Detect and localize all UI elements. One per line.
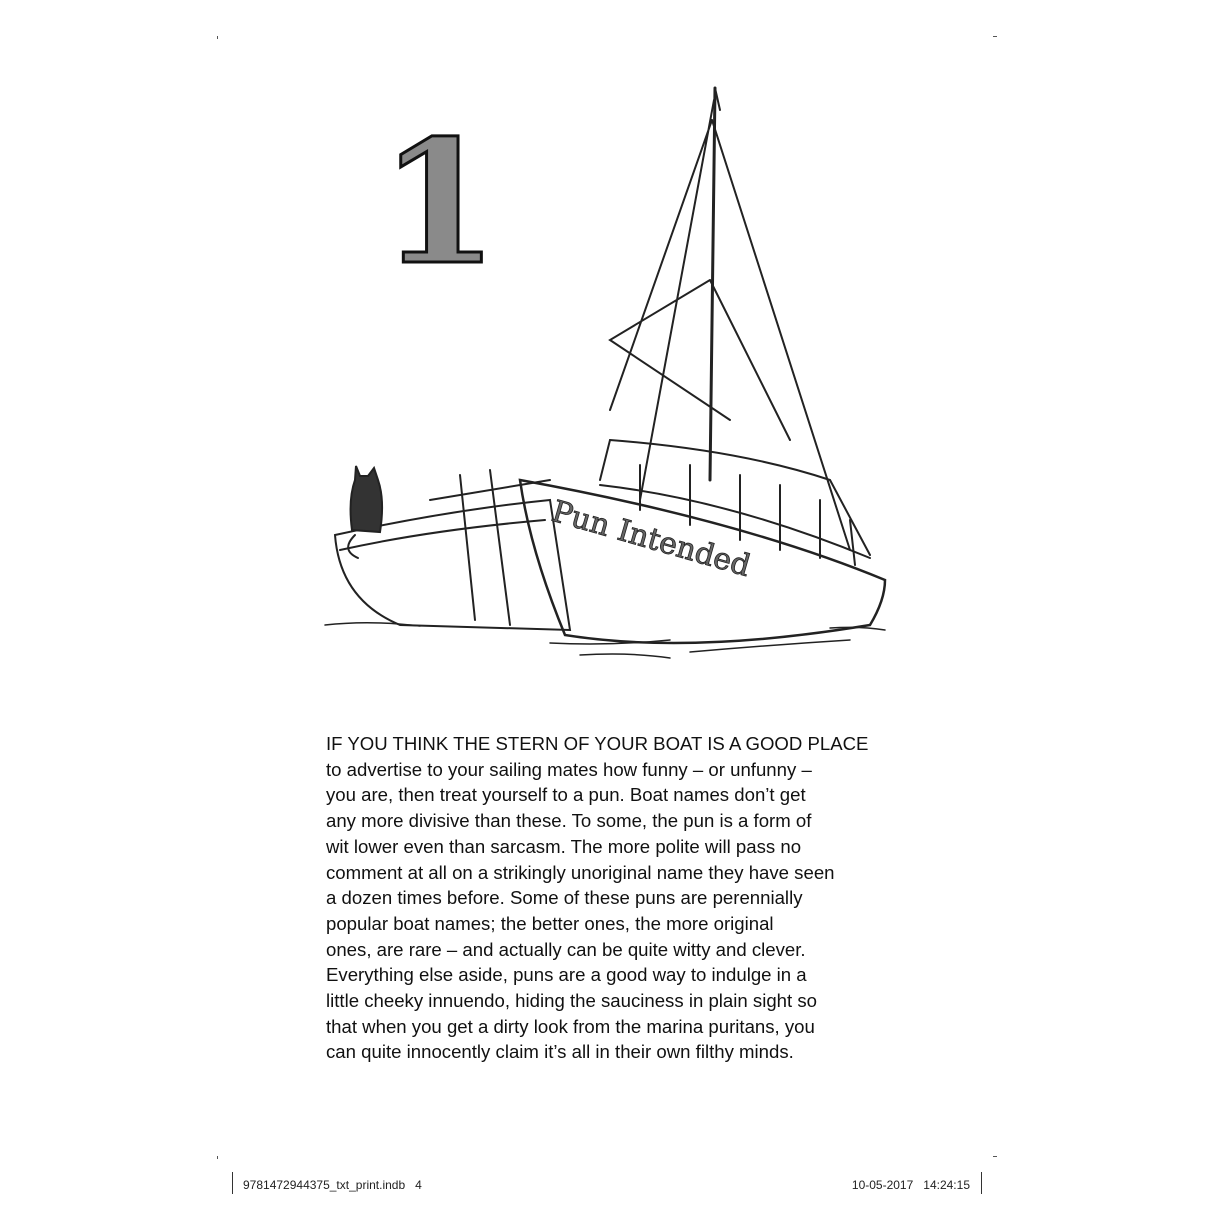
boat-name: Pun Intended xyxy=(547,494,755,585)
text-line: little cheeky innuendo, hiding the sauciness in plain sight so xyxy=(326,990,817,1012)
text-line: to advertise to your sailing mates how funny – or unfunny – xyxy=(326,758,812,780)
text-line: you are, then treat yourself to a pun. Boat names don’t get xyxy=(326,784,806,806)
text-line: Everything else aside, puns are a good way to indulge in a xyxy=(326,964,807,986)
boat-illustration xyxy=(310,80,900,670)
footer-rule-left xyxy=(232,1172,233,1194)
crop-mark xyxy=(217,1156,218,1159)
body-paragraph xyxy=(326,731,906,1065)
text-line: ones, are rare – and actually can be quite witty and clever. xyxy=(326,938,806,960)
text-line: wit lower even than sarcasm. The more polite will pass no xyxy=(326,835,802,857)
crop-mark xyxy=(993,36,997,37)
crop-mark xyxy=(993,1156,997,1157)
footer-datetime: 10-05-2017 14:24:15 xyxy=(851,1178,970,1192)
footer-rule-right xyxy=(981,1172,982,1194)
text-line: popular boat names; the better ones, the more original xyxy=(326,912,774,934)
text-line: IF YOU THINK THE STERN OF YOUR BOAT IS A GOOD PLACE xyxy=(326,733,869,754)
crop-mark xyxy=(217,36,218,39)
text-line: can quite innocently claim it’s all in their own filthy minds. xyxy=(326,1041,794,1063)
text-line: comment at all on a strikingly unoriginal name they have seen xyxy=(326,861,835,883)
text-line: any more divisive than these. To some, the pun is a form of xyxy=(326,810,812,832)
text-line: a dozen times before. Some of these puns are perennially xyxy=(326,887,803,909)
footer-file: 9781472944375_txt_print.indb 4 xyxy=(243,1178,422,1192)
text-line: that when you get a dirty look from the marina puritans, you xyxy=(326,1015,815,1037)
chapter-number: 1 xyxy=(380,103,499,303)
